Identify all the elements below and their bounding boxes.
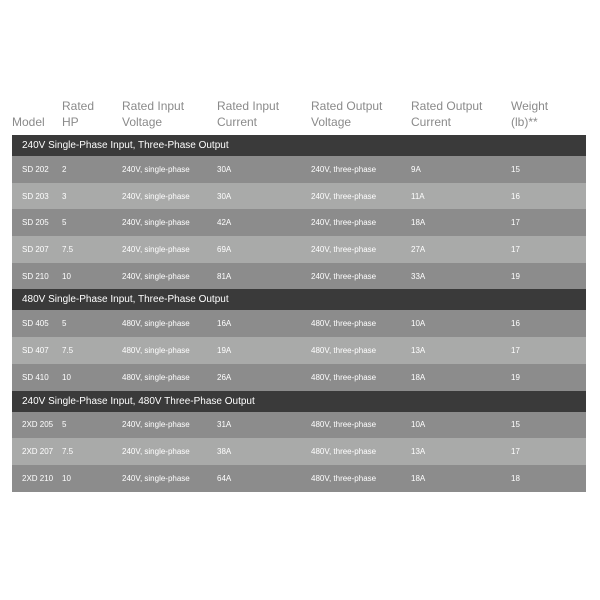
cell-output-voltage: 480V, three-phase bbox=[311, 465, 411, 492]
cell-output-voltage: 480V, three-phase bbox=[311, 310, 411, 337]
cell-rated-hp: 10 bbox=[62, 465, 122, 492]
table-row bbox=[12, 438, 586, 465]
cell-input-current: 19A bbox=[217, 337, 311, 364]
cell-weight: 19 bbox=[511, 364, 586, 391]
cell-rated-hp: 5 bbox=[62, 412, 122, 439]
cell-input-current: 30A bbox=[217, 183, 311, 210]
cell-output-current: 11A bbox=[411, 183, 511, 210]
cell-weight: 15 bbox=[511, 156, 586, 183]
cell-input-voltage: 240V, single-phase bbox=[122, 236, 217, 263]
header-rated-output-current: Rated Output Current bbox=[411, 99, 483, 129]
cell-output-current: 10A bbox=[411, 310, 511, 337]
cell-rated-hp: 5 bbox=[62, 310, 122, 337]
cell-output-current: 13A bbox=[411, 438, 511, 465]
cell-rated-hp: 10 bbox=[62, 364, 122, 391]
cell-model: 2XD 207 bbox=[12, 438, 62, 465]
section-header-row bbox=[12, 135, 586, 156]
cell-weight: 17 bbox=[511, 236, 586, 263]
cell-output-current: 33A bbox=[411, 263, 511, 290]
header-row bbox=[12, 96, 586, 135]
cell-weight: 16 bbox=[511, 310, 586, 337]
cell-input-current: 69A bbox=[217, 236, 311, 263]
cell-output-voltage: 240V, three-phase bbox=[311, 209, 411, 236]
cell-model: SD 410 bbox=[12, 364, 62, 391]
cell-output-voltage: 480V, three-phase bbox=[311, 364, 411, 391]
cell-weight: 16 bbox=[511, 183, 586, 210]
cell-output-current: 13A bbox=[411, 337, 511, 364]
cell-rated-hp: 7.5 bbox=[62, 236, 122, 263]
table-row bbox=[12, 156, 586, 183]
cell-input-current: 64A bbox=[217, 465, 311, 492]
table-row bbox=[12, 183, 586, 210]
cell-rated-hp: 10 bbox=[62, 263, 122, 290]
cell-input-current: 16A bbox=[217, 310, 311, 337]
cell-output-voltage: 240V, three-phase bbox=[311, 183, 411, 210]
cell-input-current: 38A bbox=[217, 438, 311, 465]
table-row bbox=[12, 337, 586, 364]
header-model: Model bbox=[12, 115, 45, 129]
cell-model: SD 205 bbox=[12, 209, 62, 236]
table-row bbox=[12, 364, 586, 391]
cell-output-voltage: 480V, three-phase bbox=[311, 337, 411, 364]
cell-output-current: 18A bbox=[411, 364, 511, 391]
cell-input-current: 81A bbox=[217, 263, 311, 290]
cell-input-voltage: 240V, single-phase bbox=[122, 209, 217, 236]
table-row bbox=[12, 209, 586, 236]
cell-weight: 17 bbox=[511, 337, 586, 364]
cell-input-voltage: 240V, single-phase bbox=[122, 263, 217, 290]
cell-model: 2XD 210 bbox=[12, 465, 62, 492]
cell-model: SD 202 bbox=[12, 156, 62, 183]
cell-input-voltage: 240V, single-phase bbox=[122, 156, 217, 183]
header-weight: Weight (lb)** bbox=[511, 99, 549, 129]
cell-weight: 15 bbox=[511, 412, 586, 439]
table-body bbox=[12, 135, 586, 492]
cell-output-current: 10A bbox=[411, 412, 511, 439]
table-header bbox=[12, 96, 586, 135]
cell-output-voltage: 480V, three-phase bbox=[311, 412, 411, 439]
cell-input-current: 26A bbox=[217, 364, 311, 391]
cell-weight: 19 bbox=[511, 263, 586, 290]
section-title: 240V Single-Phase Input, Three-Phase Output bbox=[12, 135, 586, 156]
cell-weight: 17 bbox=[511, 209, 586, 236]
cell-input-current: 42A bbox=[217, 209, 311, 236]
cell-weight: 18 bbox=[511, 465, 586, 492]
specs-table-container bbox=[12, 96, 586, 492]
cell-output-current: 18A bbox=[411, 465, 511, 492]
cell-weight: 17 bbox=[511, 438, 586, 465]
cell-input-voltage: 480V, single-phase bbox=[122, 337, 217, 364]
header-rated-input-voltage: Rated Input Voltage bbox=[122, 99, 185, 129]
cell-input-voltage: 240V, single-phase bbox=[122, 183, 217, 210]
cell-output-current: 27A bbox=[411, 236, 511, 263]
cell-rated-hp: 2 bbox=[62, 156, 122, 183]
cell-model: SD 210 bbox=[12, 263, 62, 290]
cell-rated-hp: 7.5 bbox=[62, 438, 122, 465]
table-row bbox=[12, 412, 586, 439]
header-rated-hp: Rated HP bbox=[62, 99, 95, 129]
cell-model: SD 207 bbox=[12, 236, 62, 263]
cell-rated-hp: 7.5 bbox=[62, 337, 122, 364]
section-header-row bbox=[12, 391, 586, 412]
cell-model: 2XD 205 bbox=[12, 412, 62, 439]
cell-input-voltage: 240V, single-phase bbox=[122, 465, 217, 492]
specs-table bbox=[12, 96, 586, 492]
section-title: 480V Single-Phase Input, Three-Phase Output bbox=[12, 289, 586, 310]
cell-output-voltage: 480V, three-phase bbox=[311, 438, 411, 465]
header-rated-output-voltage: Rated Output Voltage bbox=[311, 99, 383, 129]
cell-output-voltage: 240V, three-phase bbox=[311, 156, 411, 183]
cell-input-voltage: 480V, single-phase bbox=[122, 310, 217, 337]
cell-input-voltage: 240V, single-phase bbox=[122, 438, 217, 465]
table-row bbox=[12, 236, 586, 263]
cell-rated-hp: 3 bbox=[62, 183, 122, 210]
header-rated-input-current: Rated Input Current bbox=[217, 99, 280, 129]
table-row bbox=[12, 465, 586, 492]
table-row bbox=[12, 263, 586, 290]
cell-output-voltage: 240V, three-phase bbox=[311, 263, 411, 290]
section-header-row bbox=[12, 289, 586, 310]
cell-input-voltage: 240V, single-phase bbox=[122, 412, 217, 439]
cell-output-voltage: 240V, three-phase bbox=[311, 236, 411, 263]
cell-output-current: 18A bbox=[411, 209, 511, 236]
table-row bbox=[12, 310, 586, 337]
cell-model: SD 405 bbox=[12, 310, 62, 337]
cell-input-current: 31A bbox=[217, 412, 311, 439]
cell-model: SD 407 bbox=[12, 337, 62, 364]
cell-rated-hp: 5 bbox=[62, 209, 122, 236]
cell-model: SD 203 bbox=[12, 183, 62, 210]
section-title: 240V Single-Phase Input, 480V Three-Phase Output bbox=[12, 391, 586, 412]
cell-input-voltage: 480V, single-phase bbox=[122, 364, 217, 391]
cell-output-current: 9A bbox=[411, 156, 511, 183]
cell-input-current: 30A bbox=[217, 156, 311, 183]
